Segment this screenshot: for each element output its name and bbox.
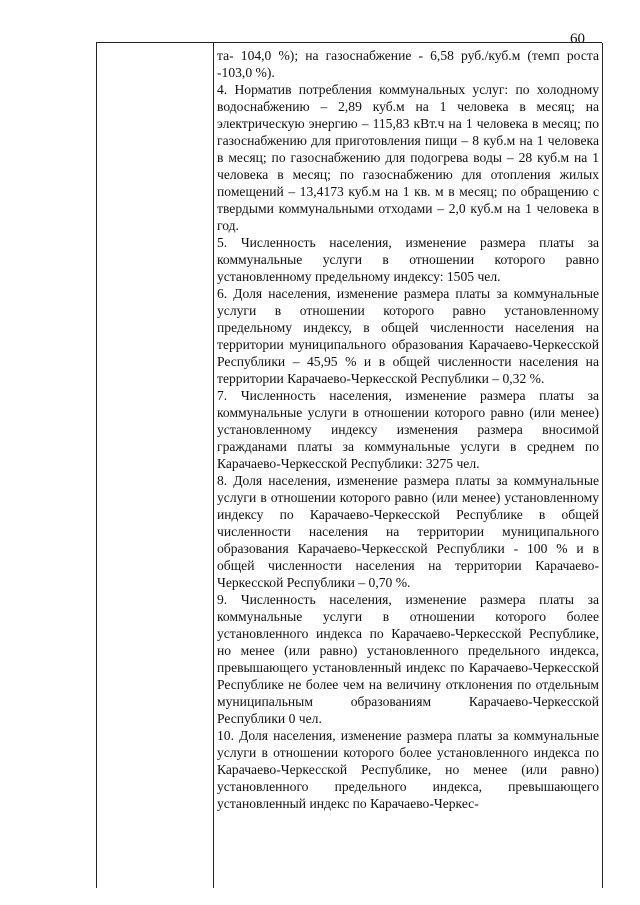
table-left-column	[97, 43, 214, 888]
paragraph-item-4: 4. Норматив потребления коммунальных услуг: по холодному водоснабжению – 2,89 куб.м на 1 человека в месяц; на электрическую энергию – 115,83 кВт.ч на 1 человека в месяц; по газоснабжению для приготовления пищи – 8 куб.м на 1 человека в месяц; по газоснабжению для подогрева воды – 28 куб.м на 1 человека в месяц; по газоснабжению для отопления жилых помещений – 13,4173 куб.м на 1 кв. м в месяц; по обращению с твердыми коммунальными отходами – 2,0 куб.м на 1 человека в год.	[217, 82, 599, 233]
page-number: 60	[570, 31, 585, 47]
paragraph-item-8: 8. Доля населения, изменение размера платы за коммунальные услуги в отношении которого равно (или менее) установленному индексу по Карачаево-Черкесской Республике в общей численности населения на территории муниципального образования Карачаево-Черкесской Республики - 100 % и в общей численности населения на территории Карачаево-Черкесской Республики – 0,70 %.	[217, 473, 599, 590]
table-right-column	[214, 43, 603, 888]
paragraph-item-7: 7. Численность населения, изменение размера платы за коммунальные услуги в отношении которого равно (или менее) установленному индексу изменения размера вносимой гражданами платы за коммунальные услуги в среднем по Карачаево-Черкесской Республики: 3275 чел.	[217, 388, 599, 471]
document-table	[96, 42, 602, 888]
paragraph-rates-continued: та- 104,0 %); на газоснабжение - 6,58 руб./куб.м (темп роста -103,0 %).	[217, 48, 599, 80]
paragraph-item-9: 9. Численность населения, изменение размера платы за коммунальные услуги в отношении которого более установленного индекса по Карачаево-Черкесской Республике, но менее (или равно) установленного предельного индекса, превышающего установленный индекс по Карачаево-Черкесской Республике не более чем на величину отклонения по отдельным муниципальным образованиям Карачаево-Черкесской Республики 0 чел.	[217, 592, 599, 726]
paragraph-item-5: 5. Численность населения, изменение размера платы за коммунальные услуги в отношении которого равно установленному предельному индексу: 1505 чел.	[217, 235, 599, 284]
paragraph-item-10: 10. Доля населения, изменение размера платы за коммунальные услуги в отношении которого более установленного индекса по Карачаево-Черкесской Республике, но менее (или равно) установленного предельного индекса, превышающего установленный индекс по Карачаево-Черкес-	[217, 728, 599, 811]
paragraph-item-6: 6. Доля населения, изменение размера платы за коммунальные услуги в отношении которого равно установленному предельному индексу, в общей численности населения на территории муниципального образования Карачаево-Черкесской Республики – 45,95 % и в общей численности населения на территории Карачаево-Черкесской Республики – 0,32 %.	[217, 286, 599, 386]
